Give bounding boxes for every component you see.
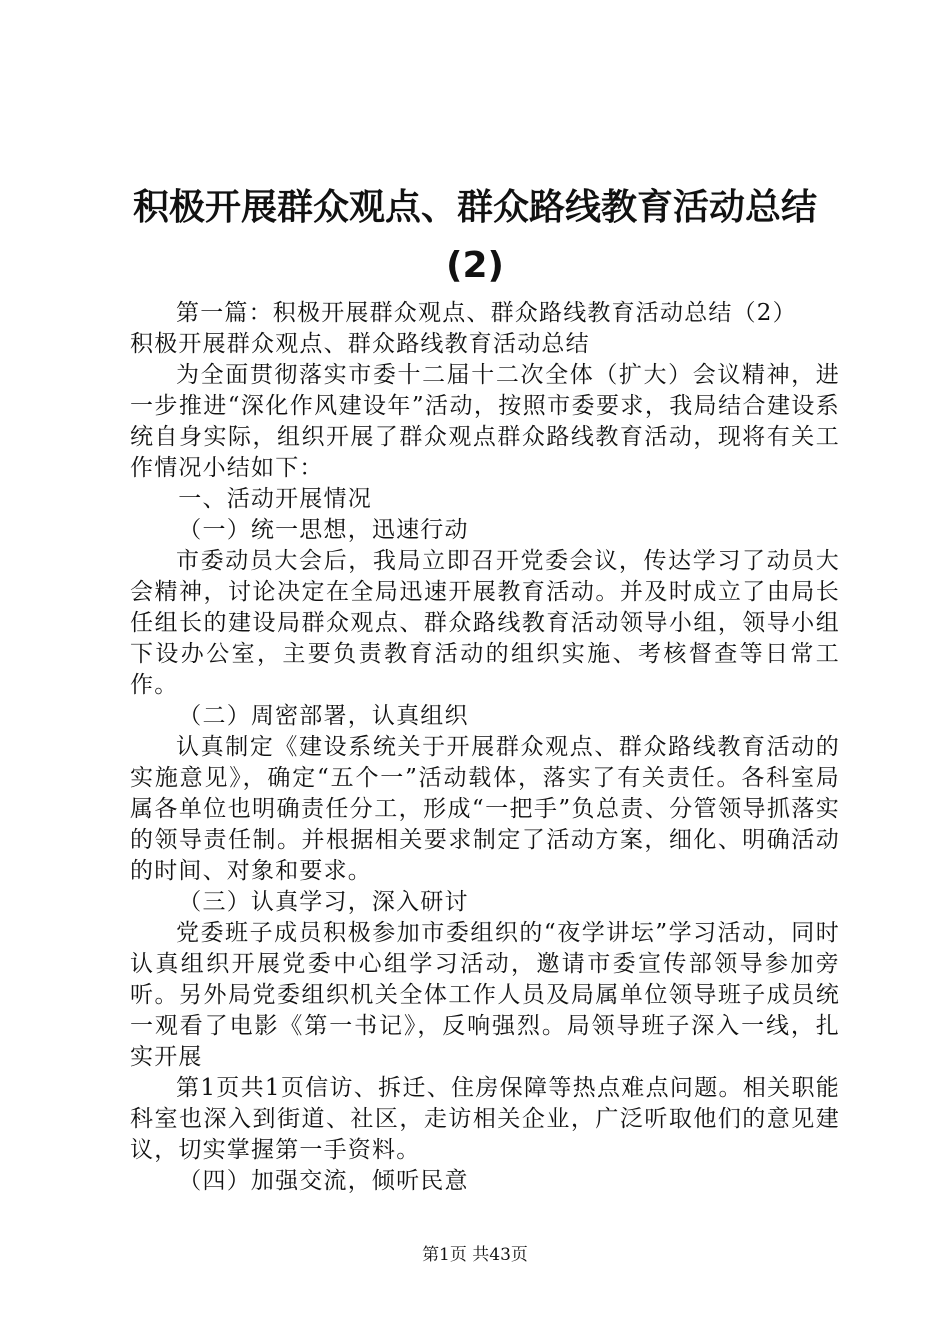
paragraph-section-heading: 第一篇：积极开展群众观点、群众路线教育活动总结（2） [176,300,797,326]
document-body [130,298,840,1197]
paragraph-heading-1: 一、活动开展情况 [178,486,372,512]
paragraph-body-4: 第1页共1页信访、拆迁、住房保障等热点难点问题。相关职能科室也深入到街道、社区，走访相关企业，广泛听取他们的意见建议，切实掌握第一手资料。 [130,1075,840,1163]
paragraph-subtitle: 积极开展群众观点、群众路线教育活动总结 [130,331,590,357]
paragraph-subheading-4: （四）加强交流，倾听民意 [178,1168,469,1194]
paragraph-body-1: 市委动员大会后，我局立即召开党委会议，传达学习了动员大会精神，讨论决定在全局迅速开展教育活动。并及时成立了由局长任组长的建设局群众观点、群众路线教育活动领导小组，领导小组下设办公室，主要负责教育活动的组织实施、考核督查等日常工作。 [130,548,840,698]
paragraph-intro: 为全面贯彻落实市委十二届十二次全体（扩大）会议精神，进一步推进“深化作风建设年”活动，按照市委要求，我局结合建设系统自身实际，组织开展了群众观点群众路线教育活动，现将有关工作情况小结如下： [130,362,840,481]
paragraph-subheading-3: （三）认真学习，深入研讨 [178,889,469,915]
paragraph-body-3: 党委班子成员积极参加市委组织的“夜学讲坛”学习活动，同时认真组织开展党委中心组学习活动，邀请市委宣传部领导参加旁听。另外局党委组织机关全体工作人员及局属单位领导班子成员统一观看了电影《第一书记》，反响强烈。局领导班子深入一线，扎实开展 [130,920,840,1070]
page-footer: 第1页 共43页 [422,1245,528,1265]
paragraph-subheading-2: （二）周密部署，认真组织 [178,703,469,729]
document-title-line2: (2) [446,245,504,286]
document-title-line1: 积极开展群众观点、群众路线教育活动总结 [132,187,817,228]
paragraph-subheading-1: （一）统一思想，迅速行动 [178,517,469,543]
paragraph-body-2: 认真制定《建设系统关于开展群众观点、群众路线教育活动的实施意见》，确定“五个一”活动载体，落实了有关责任。各科室局属各单位也明确责任分工，形成“一把手”负总责、分管领导抓落实的领导责任制。并根据相关要求制定了活动方案，细化、明确活动的时间、对象和要求。 [130,734,840,884]
